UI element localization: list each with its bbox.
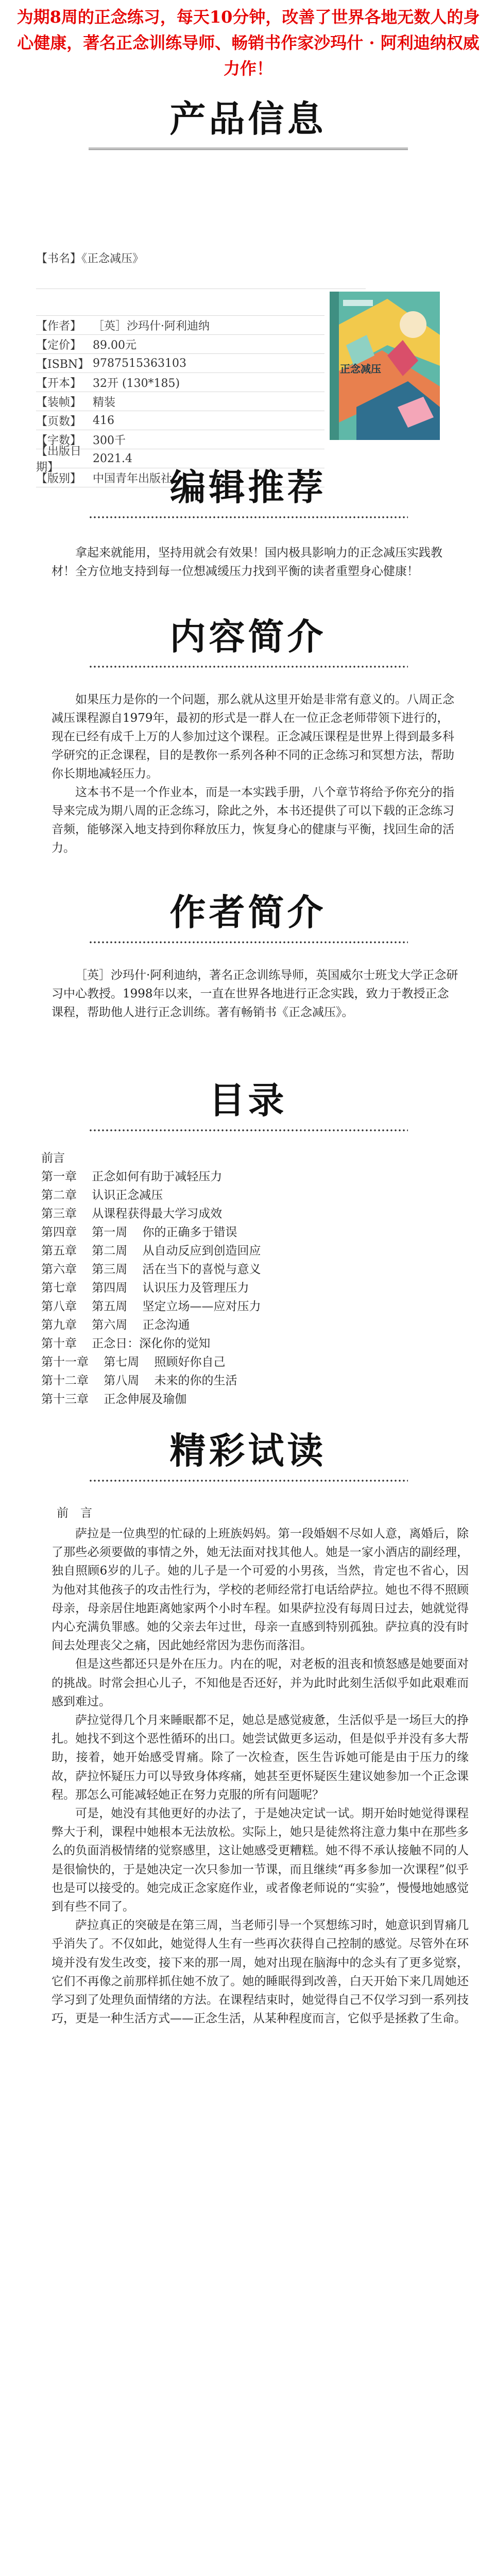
- toc-item: 第八章 第五周 坚定立场——应对压力: [41, 1300, 261, 1313]
- toc-item: 第九章 第六周 正念沟通: [41, 1318, 190, 1332]
- table-of-contents: [41, 1149, 453, 1409]
- excerpt-body: [52, 1502, 469, 2028]
- toc-item: 第五章 第二周 从自动反应到创造回应: [41, 1244, 261, 1258]
- section-divider: [89, 1129, 408, 1132]
- editor-recommendation: 拿起来就能用，坚持用就会有效果！国内极具影响力的正念减压实践教材！全方位地支持到每一位想减缓压力找到平衡的读者重塑身心健康！: [52, 546, 442, 578]
- toc-item: 第十三章 正念伸展及瑜伽: [41, 1393, 187, 1406]
- info-row-pages: 【页数】 416: [36, 411, 324, 430]
- section-title-author: [0, 884, 496, 944]
- content-summary: [52, 690, 458, 857]
- section-divider: [89, 516, 408, 519]
- info-row-format: 【开本】 32开 (130*185): [36, 372, 324, 392]
- promo-banner: 为期8周的正念练习，每天10分钟，改善了世界各地无数人的身心健康，著名正念训练导师、畅销书作家沙玛什 · 阿利迪纳权威力作！: [16, 7, 480, 78]
- toc-item: 第七章 第四周 认识压力及管理压力: [41, 1281, 249, 1295]
- cover-title: 正念减压: [340, 363, 381, 375]
- section-title-info: [0, 90, 496, 150]
- section-title-toc: [0, 1072, 496, 1132]
- section-title-excerpt: [0, 1422, 496, 1482]
- toc-item: 第六章 第三周 活在当下的喜悦与意义: [41, 1263, 261, 1276]
- section-heading: 精彩试读: [169, 1429, 327, 1472]
- excerpt-paragraph: 萨拉是一位典型的忙碌的上班族妈妈。第一段婚姻不尽如人意，离婚后，除了那些必须要做的事情之外，她无法面对找其他人。她是一家小酒店的副经理，独自照顾6岁的儿子。她的儿子是一个可爱的小男孩，当然，肯定也不省心，因为他对其他孩子的攻击性行为，学校的老师经常打电话给萨拉。她也不得不照顾母亲，母亲居住地距离她家两个小时车程。如果萨拉没有每周日过去，她就觉得内心充满负罪感。她的父亲去年过世，母亲一直感到特别孤独。萨拉真的没有时间去处理丧父之痛，因此她经常因为悲伤而落泪。: [52, 1527, 469, 1653]
- info-row-publisher: 【版别】 中国青年出版社: [36, 468, 324, 487]
- toc-item: 第一章 正念如何有助于减轻压力: [41, 1170, 223, 1183]
- info-row-binding: 【装帧】 精装: [36, 392, 324, 411]
- toc-item: 第十一章 第七周 照顾好你自己: [41, 1355, 226, 1369]
- content-paragraph: 如果压力是你的一个问题，那么就从这里开始是非常有意义的。八周正念减压课程源自1979年，最初的形式是一群人在一位正念老师带领下进行的，现在已经有成千上万的人参加过这个课程。正念减压课程是世界上得到最多科学研究的正念课程，目的是教你一系列各种不同的正念练习和冥想方法，帮助你长期地减轻压力。: [52, 693, 454, 781]
- info-row-isbn: 【ISBN】 9787515363103: [36, 353, 324, 372]
- toc-item: 第十二章 第八周 未来的你的生活: [41, 1374, 237, 1387]
- info-row-date: 【出版日期】 2021.4: [36, 449, 324, 468]
- excerpt-heading: 前 言: [57, 1506, 92, 1520]
- toc-item: 第四章 第一周 你的正确多于错误: [41, 1226, 237, 1239]
- section-divider: [89, 665, 408, 668]
- section-divider: [89, 941, 408, 944]
- excerpt-paragraph: 但是这些都还只是外在压力。内在的呢，对老板的沮丧和愤怒感是她要面对的挑战。时常会担心儿子，不知他是否还好，并为此时此刻生活似乎如此艰难而感到难过。: [52, 1657, 469, 1708]
- excerpt-paragraph: 萨拉真正的突破是在第三周，当老师引导一个冥想练习时，她意识到胃痛几乎消失了。不仅如此，她觉得人生有一些再次获得自己控制的感觉。尽管外在环境并没有发生改变，接下来的那一周，她对出现在脑海中的念头有了更多觉察，它们不再像之前那样抓住她不放了。她的睡眠得到改善，白天开始下来几周她还学习到了处理负面情绪的方法。在课程结束时，她觉得自己不仅学习到一系列技巧，更是一种生活方式——正念生活，从某种程度而言，它似乎是拯救了生命。: [52, 1919, 469, 2026]
- excerpt-paragraph: 萨拉觉得几个月来睡眠都不足，她总是感觉疲惫，生活似乎是一场巨大的挣扎。她找不到这个恶性循环的出口。她尝试做更多运动，但是似乎并没有多大帮助，接着，她开始感受胃痛。除了一次检查，医生告诉她可能是由于压力的缘故，萨拉怀疑压力可以导致身体疼痛，她甚至更怀疑医生建议她参加一个正念课程。那怎么可能减轻她正在努力克服的所有问题呢？: [52, 1714, 469, 1802]
- section-divider: [89, 1479, 408, 1482]
- author-bio: ［英］沙玛什·阿利迪纳，著名正念训练导师，英国威尔士班戈大学正念研习中心教授。1998年以来，一直在世界各地进行正念实践，致力于教授正念课程，帮助他人进行正念训练。著有畅销书《正念减压》。: [52, 969, 458, 1019]
- section-title-content: [0, 608, 496, 668]
- toc-item: 第三章 从课程获得最大学习成效: [41, 1207, 223, 1221]
- content-paragraph: 这本书不是一个作业本，而是一本实践手册，八个章节将给予你充分的指导来完成为期八周的正念练习，除此之外，本书还提供了可以下载的正念练习音频，能够深入地支持到你释放压力，恢复身心的健康与平衡，找回生命的活力。: [52, 786, 454, 855]
- book-title-line: 【书名】《正念减压》: [36, 252, 144, 265]
- section-heading: 产品信息: [169, 97, 327, 140]
- info-row-words: 【字数】 300千: [36, 430, 324, 449]
- toc-item: 前言: [41, 1151, 65, 1165]
- info-row-author: 【作者】 ［英］沙玛什·阿利迪纳: [36, 315, 324, 334]
- section-heading: 作者简介: [169, 891, 327, 934]
- section-divider: [89, 147, 408, 150]
- excerpt-paragraph: 可是，她没有其他更好的办法了，于是她决定试一试。期开始时她觉得课程弊大于利，课程中她根本无法放松。实际上，她只是徒然将注意力集中在那些多么的负面消极情绪的觉察感里，这让她感受更糟糕。她不得不承认接触不同的人是很愉快的，于是她决定一次只参加一节课，而且继续“再多参加一次课程”似乎也是可以接受的。她完成正念家庭作业，或者像老师说的“实验”，慢慢地她感觉到有些不同了。: [52, 1807, 469, 1914]
- toc-item: 第十章 正念日：深化你的觉知: [41, 1337, 211, 1350]
- section-heading: 内容简介: [169, 615, 327, 658]
- section-heading: 编辑推荐: [169, 466, 327, 509]
- info-row-price: 【定价】 89.00元: [36, 334, 324, 353]
- toc-item: 第二章 认识正念减压: [41, 1189, 163, 1202]
- section-title-editor: [0, 459, 496, 519]
- section-heading: 目录: [209, 1079, 287, 1122]
